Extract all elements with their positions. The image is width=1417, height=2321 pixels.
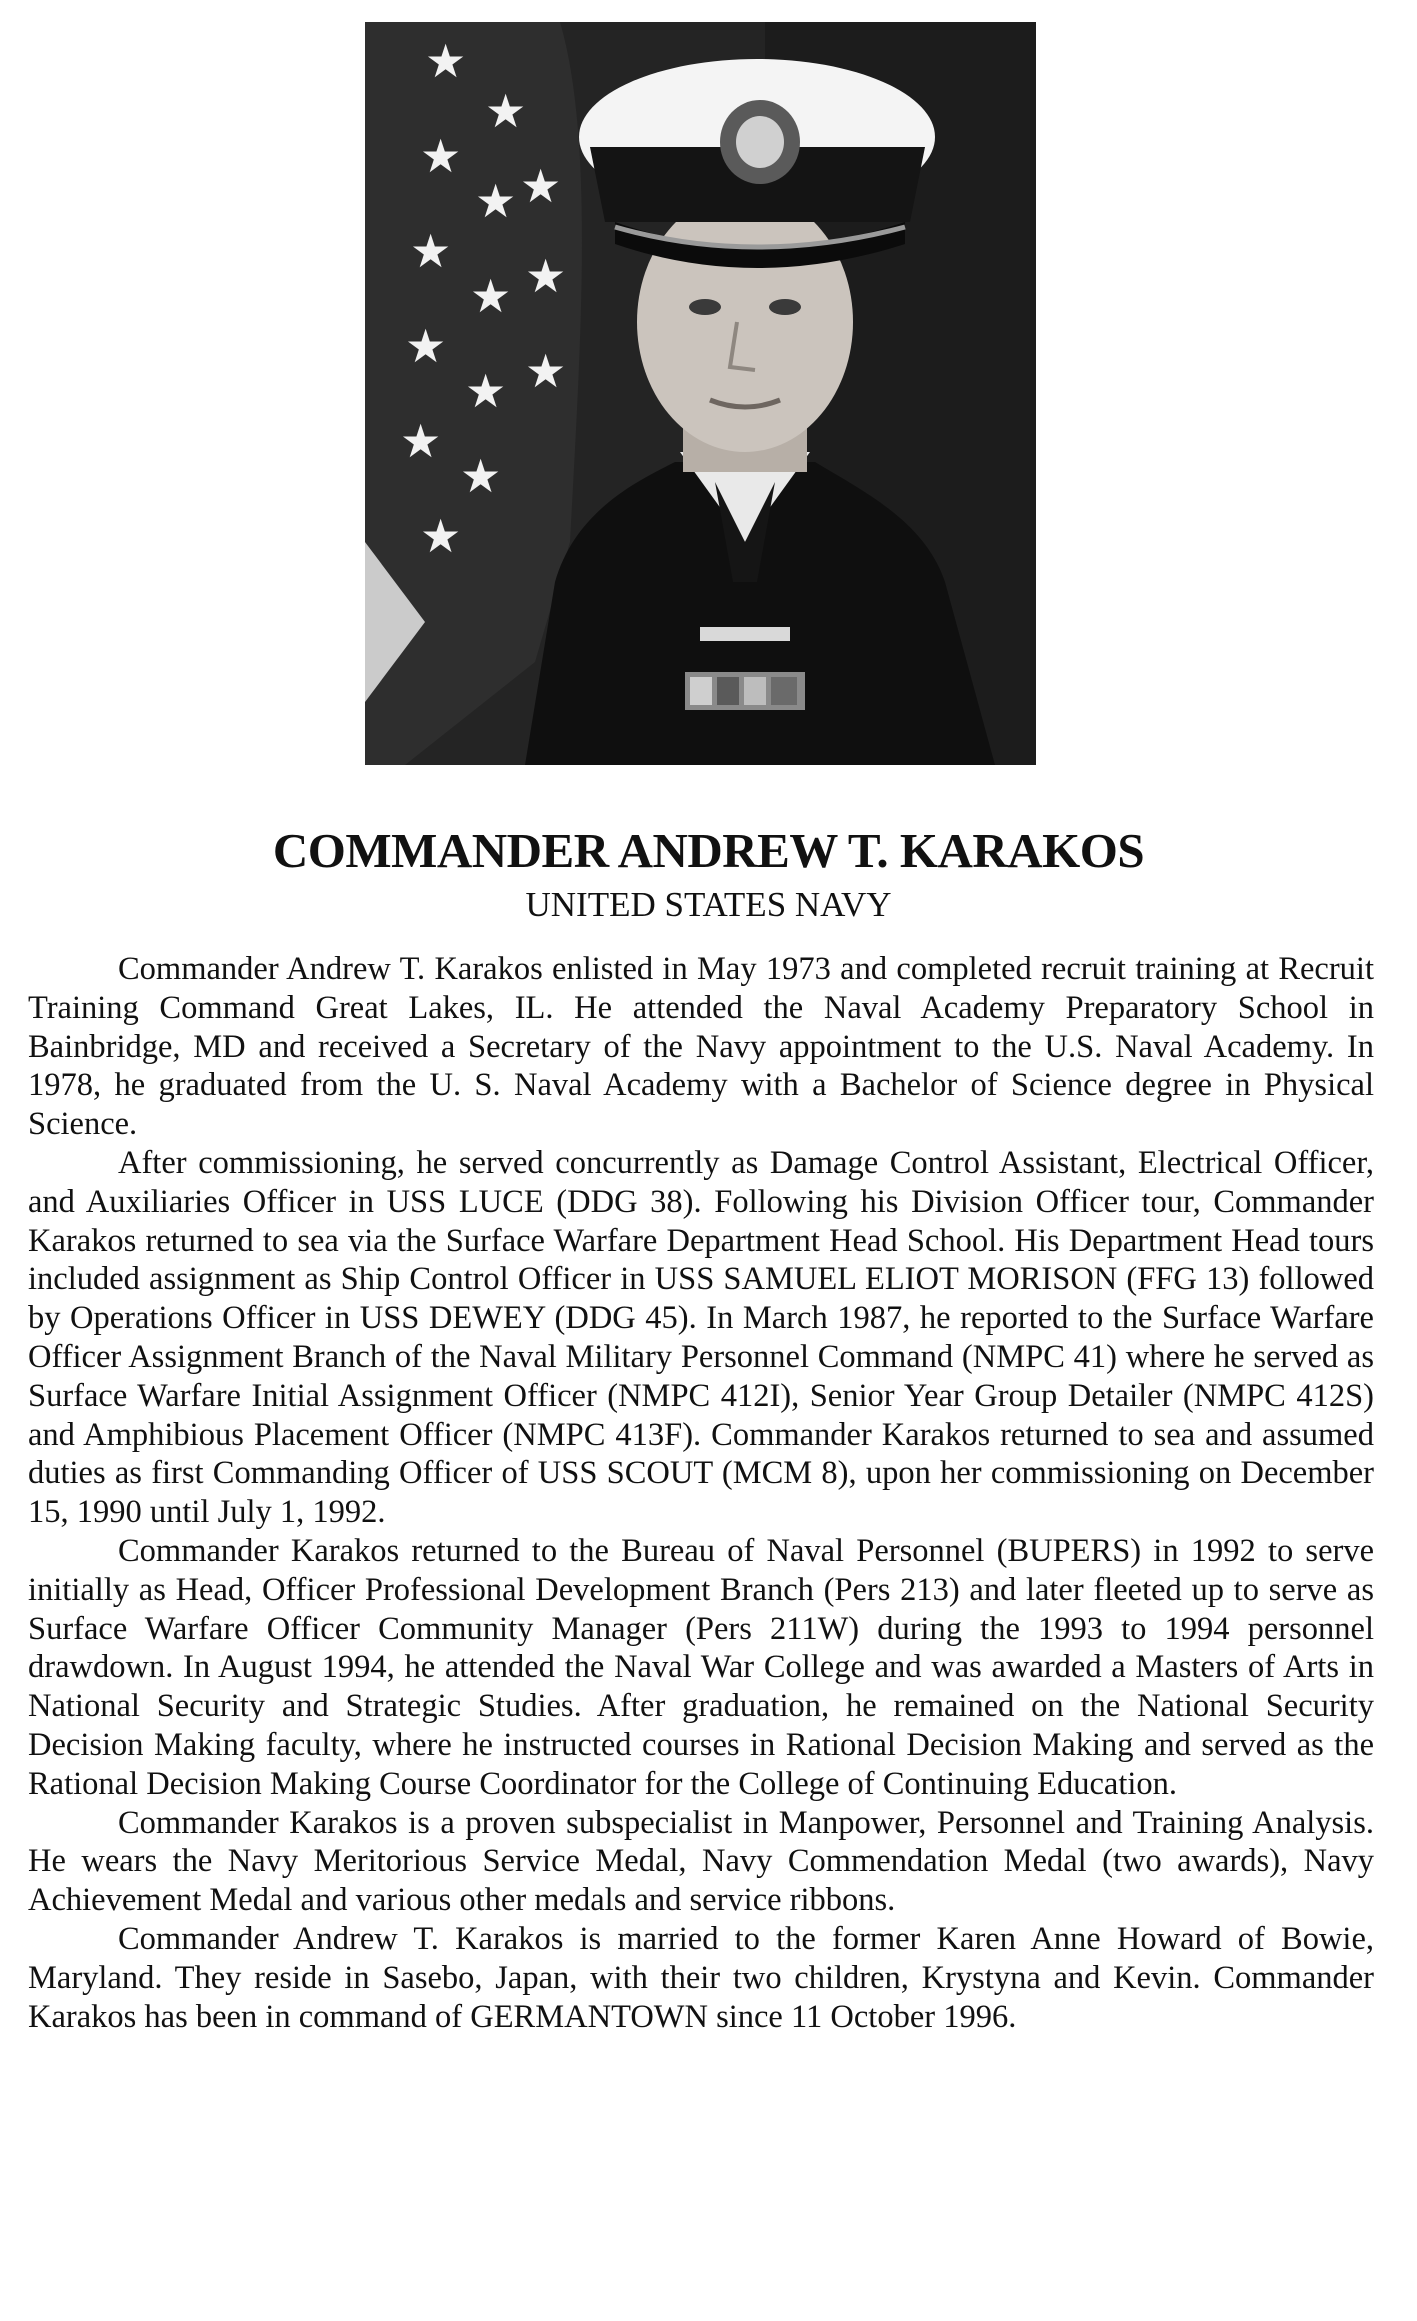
- page-subtitle: UNITED STATES NAVY: [525, 885, 892, 924]
- svg-text:★: ★: [460, 449, 502, 503]
- svg-text:★: ★: [475, 174, 517, 228]
- page-title: COMMANDER ANDREW T. KARAKOS: [272, 823, 1145, 878]
- svg-text:★: ★: [485, 84, 527, 138]
- svg-text:★: ★: [520, 159, 562, 213]
- svg-text:★: ★: [420, 509, 462, 563]
- svg-text:★: ★: [405, 319, 447, 373]
- officer-portrait-photo: [365, 22, 1036, 765]
- svg-text:★: ★: [525, 344, 567, 398]
- bio-paragraph: Commander Andrew T. Karakos is married to the former Karen Anne Howard of Bowie, Maryland. They reside in Sasebo, Japan, with their two children, Krystyna and Kevin. Commander Karakos has been in command of GERMANTOWN since 11 October 1996.: [28, 1920, 1374, 2035]
- svg-text:★: ★: [410, 224, 452, 278]
- svg-text:★: ★: [470, 269, 512, 323]
- svg-text:★: ★: [400, 414, 442, 468]
- bio-paragraph: Commander Karakos is a proven subspecialist in Manpower, Personnel and Training Analysis. He wears the Navy Meritorious Service Medal, Navy Commendation Medal (two awards), Navy Achievement Medal and various other medals and service ribbons.: [28, 1804, 1374, 1919]
- bio-paragraph: After commissioning, he served concurrently as Damage Control Assistant, Electrical Officer, and Auxiliaries Officer in USS LUCE (DDG 38). Following his Division Officer tour, Commander Karakos returned to sea via the Surface Warfare Department Head School. His Department Head tours included assignment as Ship Control Officer in USS SAMUEL ELIOT MORISON (FFG 13) followed by Operations Officer in USS DEWEY (DDG 45). In March 1987, he reported to the Surface Warfare Officer Assignment Branch of the Naval Military Personnel Command (NMPC 41) where he served as Surface Warfare Initial Assignment Officer (NMPC 412I), Senior Year Group Detailer (NMPC 412S) and Amphibious Placement Officer (NMPC 413F). Commander Karakos returned to sea and assumed duties as first Commanding Officer of USS SCOUT (MCM 8), upon her commissioning on December 15, 1990 until July 1, 1992.: [28, 1144, 1374, 1531]
- bio-paragraph: Commander Karakos returned to the Bureau of Naval Personnel (BUPERS) in 1992 to serve initially as Head, Officer Professional Development Branch (Pers 213) and later fleeted up to serve as Surface Warfare Officer Community Manager (Pers 211W) during the 1993 to 1994 personnel drawdown. In August 1994, he attended the Naval War College and was awarded a Masters of Arts in National Security and Strategic Studies. After graduation, he remained on the National Security Decision Making faculty, where he instructed courses in Rational Decision Making and served as the Rational Decision Making Course Coordinator for the College of Continuing Education.: [28, 1532, 1374, 1802]
- svg-text:★: ★: [425, 34, 467, 88]
- bio-paragraph: Commander Andrew T. Karakos enlisted in May 1973 and completed recruit training at Recruit Training Command Great Lakes, IL. He attended the Naval Academy Preparatory School in Bainbridge, MD and received a Secretary of the Navy appointment to the U.S. Naval Academy. In 1978, he graduated from the U. S. Naval Academy with a Bachelor of Science degree in Physical Science.: [28, 951, 1374, 1143]
- svg-text:★: ★: [420, 129, 462, 183]
- svg-text:★: ★: [465, 364, 507, 418]
- svg-text:★: ★: [525, 249, 567, 303]
- biography-body: [28, 950, 1374, 2036]
